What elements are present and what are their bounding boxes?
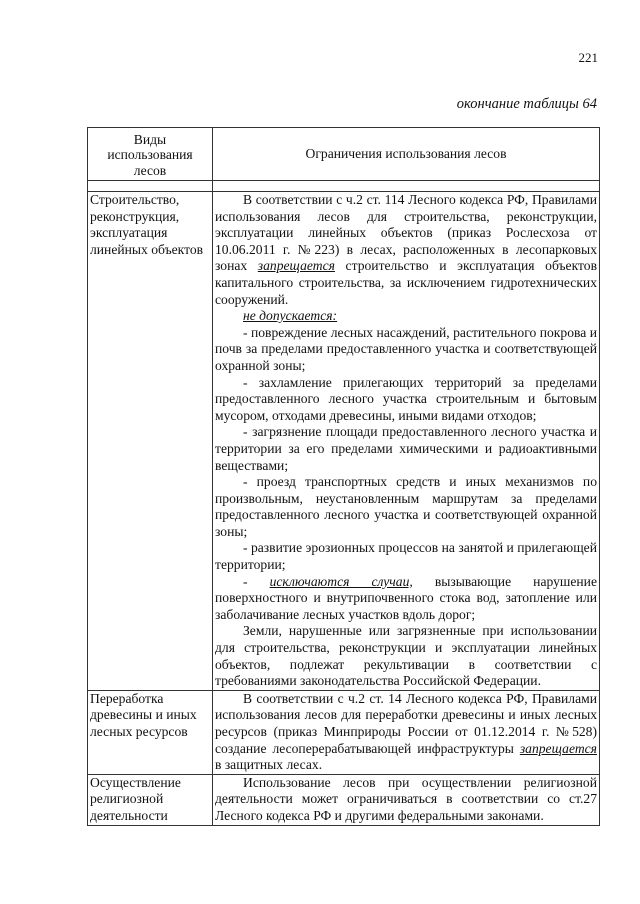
- text: В соответствии с ч.2 ст. 114 Лесного кодекса РФ, Правилами использования лесов для строительства, реконструкции, эксплуатации линейных объектов (приказ Рослесхоза от 10.06.2011 г. №223) в лесах, расположенных в лесопарковых зонах: [215, 192, 597, 274]
- list-item: - проезд транспортных средств и иных механизмов по произвольным, неустановленным маршрутам за пределами предоставленного лесного участка и соответствующей охранной зоны;: [215, 474, 597, 539]
- table-caption: окончание таблицы 64: [456, 96, 597, 112]
- paragraph: [215, 574, 597, 624]
- restrictions-table: [87, 127, 600, 826]
- list-item: - захламление прилегающих территорий за пределами предоставленного лесного участка строительным и бытовым мусором, отходами древесины, иными видами отходов;: [215, 374, 597, 423]
- table-row: [88, 690, 600, 774]
- underlined-text: запрещается: [257, 258, 335, 274]
- row-restrictions-linear-objects: [213, 192, 600, 691]
- paragraph: Использование лесов при осуществлении религиозной деятельности может ограничиваться в соответствии со ст.27 Лесного кодекса РФ и другими федеральными законами.: [215, 774, 597, 823]
- row-restrictions-wood-processing: [213, 690, 600, 774]
- underlined-text: запрещается: [519, 740, 597, 756]
- table-row: [88, 192, 600, 691]
- paragraph: [215, 192, 597, 308]
- text: В соответствии с ч.2 ст. 14 Лесного кодекса РФ, Правилами использования лесов для переработки древесины и иных лесных ресурсов (приказ Минприроды России от 01.12.2014 г. №528) создание лесоперерабатывающей инфраструктуры: [215, 690, 597, 756]
- underlined-text: исключаются случаи,: [269, 573, 413, 589]
- text: строительство и эксплуатация объектов капитального строительства, за исключением гидротехнических сооружений.: [215, 258, 597, 307]
- page-number: 221: [578, 50, 598, 65]
- list-item: - загрязнение площади предоставленного лесного участка и территории за его пределами химическими и радиоактивными веществами;: [215, 424, 597, 473]
- list-item: - повреждение лесных насаждений, растительного покрова и почв за пределами предоставленного участка и соответствующей охранной зоны;: [215, 324, 597, 373]
- list-item: - развитие эрозионных процессов на занятой и прилегающей территории;: [215, 540, 597, 573]
- underlined-text: не допускается:: [243, 308, 338, 324]
- row-category-religious-activity: Осуществление религиозной деятельности: [88, 774, 213, 825]
- row-category-wood-processing: Переработка древесины и иных лесных ресурсов: [88, 690, 213, 774]
- table-header-row: [88, 128, 600, 181]
- row-category-linear-objects: Строительство, реконструкция, эксплуатация линейных объектов: [88, 192, 213, 691]
- table-row: [88, 774, 600, 825]
- spacer-row: [88, 181, 600, 192]
- text: в защитных лесах.: [215, 757, 323, 773]
- text: вызывающие нарушение поверхностного и внутрипочвенного стока вод, затопление или заболачивание лесных участков вдоль дорог;: [215, 573, 597, 622]
- paragraph: Земли, нарушенные или загрязненные при использовании для строительства, реконструкции и эксплуатации линейных объектов, подлежат рекультивации в соответствии с требованиями законодательства Российской Федерации.: [215, 623, 597, 689]
- header-col-restrictions: Ограничения использования лесов: [213, 128, 600, 181]
- paragraph: [215, 691, 597, 774]
- text: -: [243, 573, 270, 589]
- row-restrictions-religious-activity: [213, 774, 600, 825]
- paragraph: [215, 308, 597, 325]
- header-col-usage-types: Виды использования лесов: [88, 128, 213, 181]
